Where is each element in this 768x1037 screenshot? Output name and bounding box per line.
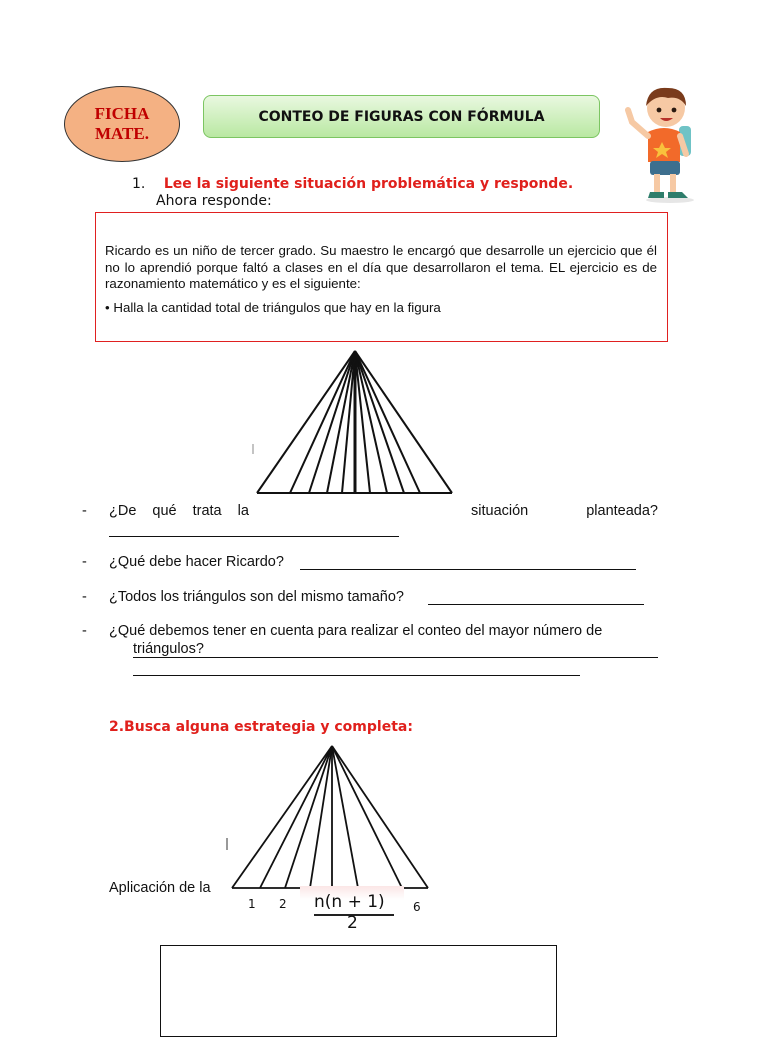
section-1-instruction: Lee la siguiente situación problemática y responde. [163, 176, 574, 192]
question-4 [0, 622, 768, 692]
bullet-dot-icon: • [105, 299, 110, 315]
title-banner [203, 95, 600, 138]
badge-line-2: MATE. [95, 124, 149, 143]
q1-word: planteada? [586, 503, 658, 519]
q1-word: trata [192, 503, 222, 519]
question-1 [0, 502, 768, 542]
problem-box [95, 212, 668, 342]
question-2 [0, 553, 768, 573]
question-4-line-1: ¿Qué debemos tener en cuenta para realizar el conteo del mayor número de [109, 623, 603, 639]
page-title: CONTEO DE FIGURAS CON FÓRMULA [258, 108, 545, 125]
formula-denominator: 2 [347, 913, 358, 933]
answer-line-1[interactable] [109, 522, 399, 537]
badge-line-1: FICHA [94, 104, 150, 123]
question-2-text: ¿Qué debe hacer Ricardo? [109, 554, 284, 570]
q1-word: la [237, 503, 249, 519]
q1-word: ¿De [109, 503, 137, 519]
answer-line-4b[interactable] [133, 675, 580, 676]
q1-word: situación [471, 503, 529, 519]
problem-bullet [105, 300, 657, 317]
segment-label-1: 1 [248, 897, 256, 911]
section-1-heading [132, 176, 573, 192]
section-2-heading: 2.Busca alguna estrategia y completa: [109, 719, 413, 735]
q1-word: qué [152, 503, 177, 519]
ficha-mate-badge [64, 86, 180, 162]
answer-line-3[interactable] [428, 590, 644, 605]
question-3-dash: - [82, 589, 87, 605]
section-1-number: 1. [132, 176, 146, 192]
answer-line-2[interactable] [300, 555, 636, 570]
bullet-text: Halla la cantidad total de triángulos que hay en la figura [113, 299, 441, 315]
question-3-text: ¿Todos los triángulos son del mismo tamaño? [109, 589, 404, 605]
problem-text: Ricardo es un niño de tercer grado. Su maestro le encargó que desarrolle un ejercicio que él no lo aprendió porque faltó a clases en el día que desarrollaron el tema. EL ejercicio es de razonamiento matemático y es el siguiente: [105, 243, 657, 291]
question-2-dash: - [82, 554, 87, 570]
section-1-subheading: Ahora responde: [156, 193, 272, 209]
question-1-dash: - [82, 503, 87, 519]
answer-box[interactable] [160, 945, 557, 1037]
answer-line-4a[interactable] [133, 657, 658, 658]
application-label: Aplicación de la [109, 880, 211, 896]
segment-label-6: 6 [413, 900, 421, 914]
segment-label-2: 2 [279, 897, 287, 911]
boy-illustration [624, 82, 702, 204]
formula-image [300, 886, 404, 932]
triangle-figure-2 [222, 742, 434, 890]
question-4-line-2: triángulos? [133, 641, 204, 657]
question-3 [0, 588, 768, 608]
triangle-figure-1 [248, 346, 458, 496]
formula-numerator: n(n + 1) [314, 892, 385, 912]
question-4-dash: - [82, 623, 87, 639]
